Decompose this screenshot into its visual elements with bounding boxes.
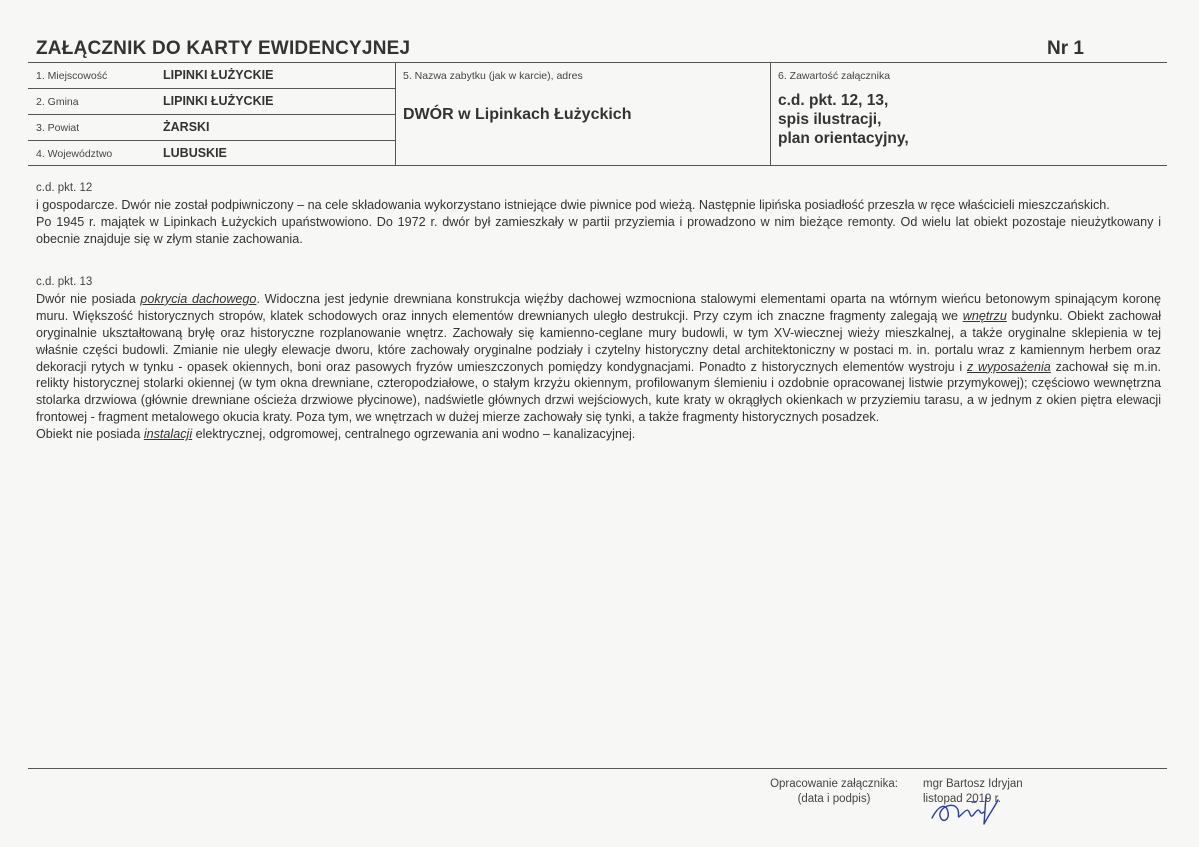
text-run: . Widoczna jest jedynie drewniana konstrukcja więźby dachowej wzmocniona stalowymi elementami oparta na wtórnym wieńcu betonowym spinającym koronę muru. Większość historycznych stropów, klatek schodowych oraz innych elementów drewnianych uległo destrukcji. Przy czym ich znaczne fragmenty zalegają we [36,291,1161,323]
document-title: ZAŁĄCZNIK DO KARTY EWIDENCYJNEJ [36,38,411,59]
monument-name: DWÓR w Lipinkach Łużyckich [403,106,632,123]
commune-value: LIPINKI ŁUŻYCKIE [163,94,274,108]
commune-label: 2. Gmina [36,96,79,108]
document-number: Nr 1 [1047,38,1084,59]
section-12-paragraph-2: Po 1945 r. majątek w Lipinkach Łużyckich upaństwowiono. Do 1972 r. dwór był zamieszkały w partii przyziemia i prowadzono w nim bieżące remonty. Od wielu lat obiekt pozostaje nieużytkowany i obecnie znajduje się w złym stanie zachowania. [36,214,1161,246]
underlined-term: wnętrzu [962,308,1007,323]
underlined-term: z wyposażenia [966,359,1051,374]
table-bottom-rule [28,165,1167,166]
text-run: elektrycznej, odgromowej, centralnego ogrzewania ani wodno – kanalizacyjnej. [192,427,636,442]
table-col-divider-2 [770,62,771,166]
author-name: mgr Bartosz Idryjan [923,778,1023,790]
contents-list [778,91,909,148]
voivodeship-label: 4. Województwo [36,148,113,160]
contents-label: 6. Zawartość załącznika [778,70,891,82]
locality-value: LIPINKI ŁUŻYCKIE [163,68,274,82]
contents-line: spis ilustracji, [778,111,882,128]
prepared-label: Opracowanie załącznika: [770,778,898,790]
section-12-paragraph-1: i gospodarcze. Dwór nie został podpiwniczony – na cele składowania wykorzystano istniejące dwie piwnice pod wieżą. Następnie lipińska posiadłość przeszła w ręce właścicieli mieszczańskich. [36,197,1110,212]
underlined-term: instalacji [143,427,193,442]
table-row-divider-1 [28,88,395,89]
text-run: Dwór nie posiada [36,291,141,306]
table-col-divider-1 [395,62,396,166]
footer-rule [28,768,1167,769]
voivodeship-value: LUBUSKIE [163,146,227,160]
section-13 [36,274,1161,443]
table-row-divider-2 [28,114,395,115]
monument-label: 5. Nazwa zabytku (jak w karcie), adres [403,70,583,82]
section-13-heading: c.d. pkt. 13 [36,276,93,288]
handwritten-signature-icon [928,790,1008,830]
contents-line: plan orientacyjny, [778,130,909,147]
section-13-paragraph-2 [36,426,1161,443]
section-12 [36,180,1161,248]
underlined-term: pokrycia dachowego [140,291,257,306]
table-row-divider-3 [28,140,395,141]
contents-line: c.d. pkt. 12, 13, [778,92,889,109]
table-top-rule [28,62,1167,63]
date-signature-label: (data i podpis) [797,793,871,805]
district-value: ŻARSKI [163,120,210,134]
prepared-by-label [760,777,908,807]
prepared-date: listopad 2019 r. [923,793,1002,805]
locality-label: 1. Miejscowość [36,70,108,82]
text-run: Obiekt nie posiada [36,427,144,442]
section-13-paragraph-1 [36,291,1161,426]
text-run: budynku. Obiekt zachował oryginalnie ukształtowaną bryłę oraz historyczne rozplanowanie wnętrz. Zachowały się kamienno-ceglane mury budowli, w tym XV-wiecznej wieży mieszkalnej, a także oryginalne sklepienia w tej właśnie części budowli. Zmianie nie uległy elewacje dworu, które zachowały oryginalne podziały i czytelny historyczny detal architektoniczny w postaci m. in. portalu wraz z kamiennym herbem oraz dekoracji rytych w tynku - opasek okiennych, boni oraz pasowych fryzów umieszczonych pomiędzy kondygnacjami. Ponadto z historycznych elementów wystroju i [36,308,1161,374]
section-12-heading: c.d. pkt. 12 [36,182,93,194]
district-label: 3. Powiat [36,122,80,134]
text-run: zachował się m.in. relikty historycznej stolarki okiennej (w tym okna drewniane, czteropodziałowe, o stałym krzyżu okiennym, profilowanym ślemieniu i ozdobnie opracowanej listwie przymykowej); częściowo wewnętrzna stolarka drzwiowa (głównie drewniane ościeża drzwiowe płycinowe), nadświetle głównych drzwi wejściowych, kute kraty w okrągłych okienkach w przyziemiu tarasu, a w jednym z okien piętra elewacji frontowej - fragment metalowego okucia kraty. Poza tym, we wnętrzach w dużej mierze zachowały się tynki, a także fragmenty historycznych posadzek. [36,359,1161,425]
